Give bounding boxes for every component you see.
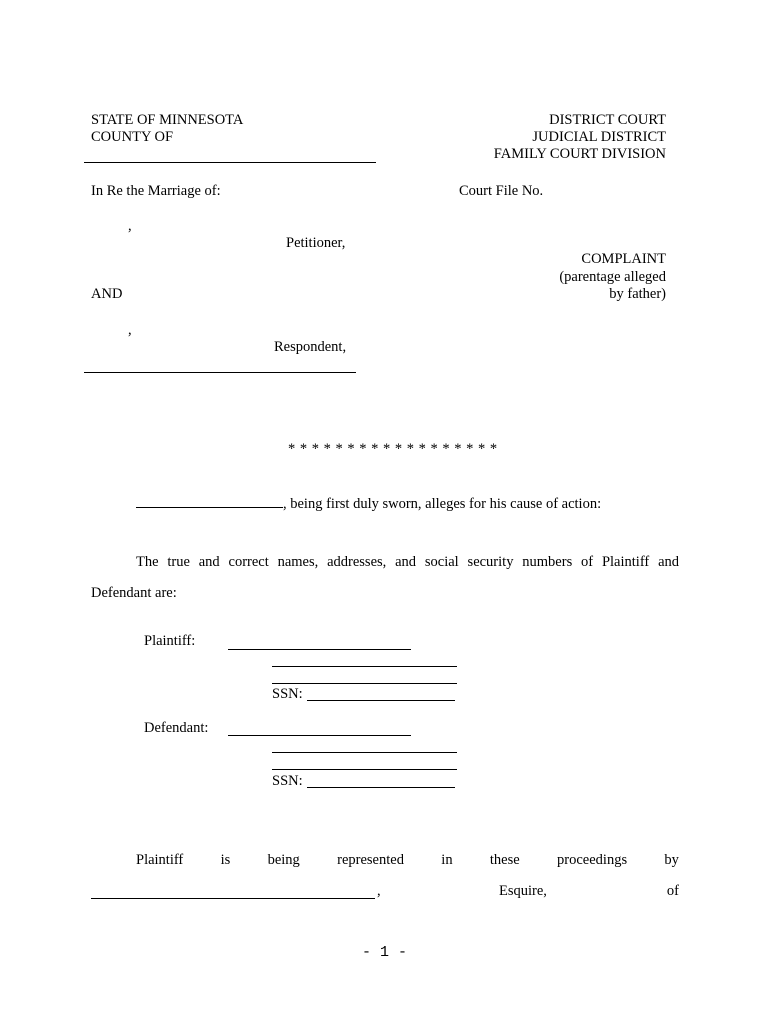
attorney-comma: , bbox=[377, 883, 381, 899]
petitioner-comma: , bbox=[128, 218, 132, 234]
court-label: DISTRICT COURT bbox=[549, 112, 666, 128]
defendant-name-blank[interactable] bbox=[228, 735, 411, 736]
represented-para-line-1 bbox=[136, 852, 679, 869]
sworn-statement bbox=[136, 493, 601, 513]
names-para-line-2: Defendant are: bbox=[91, 585, 177, 601]
defendant-address-blank-1[interactable] bbox=[272, 752, 457, 753]
word: security bbox=[467, 554, 514, 570]
sworn-text: , being first duly sworn, alleges for his cause of action: bbox=[283, 496, 602, 512]
affiant-name-blank[interactable] bbox=[136, 493, 283, 508]
word: being bbox=[267, 852, 300, 868]
word: and bbox=[658, 554, 679, 570]
word: names, bbox=[277, 554, 319, 570]
word: numbers bbox=[522, 554, 573, 570]
plaintiff-label: Plaintiff: bbox=[144, 633, 196, 649]
defendant-ssn-label: SSN: bbox=[272, 773, 303, 789]
word: in bbox=[441, 852, 453, 868]
word: proceedings bbox=[557, 852, 628, 868]
names-para-line-1 bbox=[136, 554, 679, 571]
word: by bbox=[664, 852, 679, 868]
respondent-comma: , bbox=[128, 322, 132, 338]
word: addresses, bbox=[327, 554, 387, 570]
word: social bbox=[424, 554, 459, 570]
word: these bbox=[489, 852, 520, 868]
word: represented bbox=[337, 852, 404, 868]
plaintiff-ssn-label: SSN: bbox=[272, 686, 303, 702]
word: Plaintiff bbox=[601, 554, 650, 570]
word: The bbox=[136, 554, 159, 570]
defendant-ssn-blank[interactable] bbox=[307, 787, 455, 788]
district-label: JUDICIAL DISTRICT bbox=[532, 129, 666, 145]
word: and bbox=[198, 554, 220, 570]
word: correct bbox=[228, 554, 269, 570]
division-label: FAMILY COURT DIVISION bbox=[493, 146, 666, 162]
caption-divider-line bbox=[84, 162, 376, 163]
defendant-address-blank-2[interactable] bbox=[272, 769, 457, 770]
word: true bbox=[167, 554, 190, 570]
petitioner-label: Petitioner, bbox=[286, 235, 346, 251]
state-label: STATE OF MINNESOTA bbox=[91, 112, 244, 128]
page-number: - 1 - bbox=[362, 944, 408, 961]
plaintiff-address-blank-1[interactable] bbox=[272, 666, 457, 667]
esquire-label: Esquire, bbox=[499, 883, 547, 899]
plaintiff-address-blank-2[interactable] bbox=[272, 683, 457, 684]
defendant-label: Defendant: bbox=[144, 720, 209, 736]
of-label: of bbox=[666, 883, 679, 899]
in-re-label: In Re the Marriage of: bbox=[91, 183, 221, 199]
asterisk-separator: * * * * * * * * * * * * * * * * * * bbox=[288, 441, 498, 457]
plaintiff-ssn-blank[interactable] bbox=[307, 700, 455, 701]
attorney-name-blank[interactable] bbox=[91, 898, 375, 899]
complaint-subtitle-1: (parentage alleged bbox=[559, 269, 666, 285]
court-file-label: Court File No. bbox=[459, 183, 544, 199]
complaint-subtitle-2: by father) bbox=[609, 286, 666, 302]
word: and bbox=[395, 554, 417, 570]
word: is bbox=[220, 852, 231, 868]
and-label: AND bbox=[91, 286, 123, 302]
respondent-label: Respondent, bbox=[274, 339, 347, 355]
word: Plaintiff bbox=[136, 852, 184, 868]
word: of bbox=[581, 554, 594, 570]
county-label: COUNTY OF bbox=[91, 129, 174, 145]
complaint-title: COMPLAINT bbox=[581, 251, 666, 267]
parties-divider-line bbox=[84, 372, 356, 373]
plaintiff-name-blank[interactable] bbox=[228, 649, 411, 650]
